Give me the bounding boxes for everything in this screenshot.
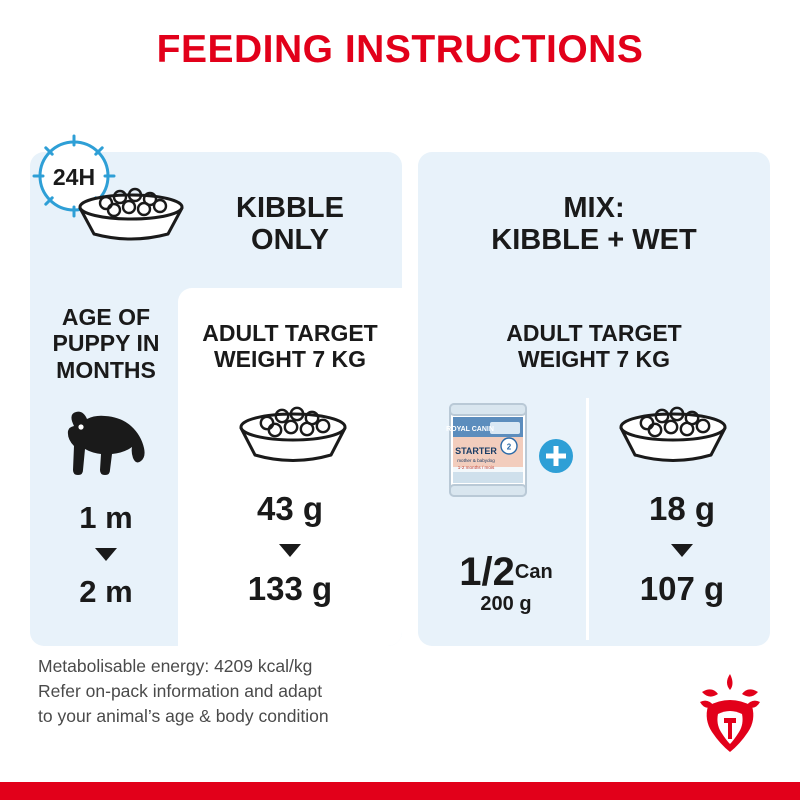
- kibble-range-arrow-icon: [279, 544, 301, 557]
- can-word: Can: [514, 561, 553, 583]
- footnote-line-2: Refer on-pack information and adapt: [38, 680, 323, 701]
- age-range-arrow-icon: [95, 548, 117, 561]
- plus-icon: [538, 438, 574, 474]
- kibble-only-header-line2: ONLY: [251, 224, 329, 257]
- mix-amount-to-value: 107 g: [639, 570, 725, 607]
- kibble-target-line2: WEIGHT 7 KG: [213, 346, 367, 373]
- svg-text:2: 2: [506, 442, 512, 452]
- svg-text:24H: 24H: [52, 164, 96, 190]
- can-fraction: 1/2: [459, 550, 515, 594]
- can-age-text: 1-2 months / mois: [457, 465, 495, 470]
- kibble-target-line1: ADULT TARGET: [202, 320, 378, 346]
- mix-amount-from-value: 18 g: [648, 490, 716, 527]
- kibble-bowl-icon-right: [608, 400, 738, 466]
- can-grams: 200 g: [480, 593, 532, 615]
- can-product-text: STARTER: [455, 446, 497, 456]
- mix-header-line1: MIX:: [563, 192, 625, 224]
- page-title: FEEDING INSTRUCTIONS: [156, 28, 644, 71]
- kibble-bowl-icon-left: [228, 400, 358, 466]
- wet-food-can-icon: [446, 398, 530, 502]
- mix-target-line1: ADULT TARGET: [506, 320, 682, 346]
- puppy-icon: [54, 410, 162, 482]
- age-of-puppy-header: [38, 304, 174, 383]
- mix-range-arrow-icon: [671, 544, 693, 557]
- feeding-table: [30, 152, 770, 646]
- mix-column-divider: [586, 398, 589, 640]
- bottom-red-bar: [0, 782, 800, 800]
- kibble-only-header-line1: KIBBLE: [236, 192, 344, 224]
- can-brand-text: ROYAL CANIN: [446, 426, 494, 433]
- mix-header: [418, 192, 770, 257]
- mix-header-line2: KIBBLE + WET: [491, 224, 697, 257]
- age-from-value: 1 m: [79, 500, 133, 535]
- footnote-line-1: Metabolisable energy: 4209 kcal/kg: [38, 656, 313, 676]
- can-sub-text: mother & babydog: [457, 458, 495, 463]
- mix-column: [418, 152, 770, 646]
- age-header-line1: AGE OF: [61, 304, 151, 330]
- kibble-bowl-icon: [68, 182, 194, 244]
- footnote-line-3: to your animal’s age & body condition: [38, 705, 329, 726]
- can-amount: [428, 550, 584, 616]
- age-header-line3: MONTHS: [56, 356, 156, 383]
- kibble-amount-from-value: 43 g: [256, 490, 324, 527]
- royal-canin-logo-icon: [694, 672, 766, 754]
- kibble-only-column: [30, 152, 402, 646]
- footnote: [38, 654, 558, 729]
- kibble-adult-target-header: [180, 320, 400, 373]
- kibble-amount-to-value: 133 g: [247, 570, 333, 607]
- kibble-only-header: [178, 192, 402, 257]
- mix-adult-target-header: [418, 320, 770, 373]
- age-to-value: 2 m: [79, 574, 133, 609]
- mix-target-line2: WEIGHT 7 KG: [517, 346, 671, 373]
- age-header-line2: PUPPY IN: [52, 330, 160, 357]
